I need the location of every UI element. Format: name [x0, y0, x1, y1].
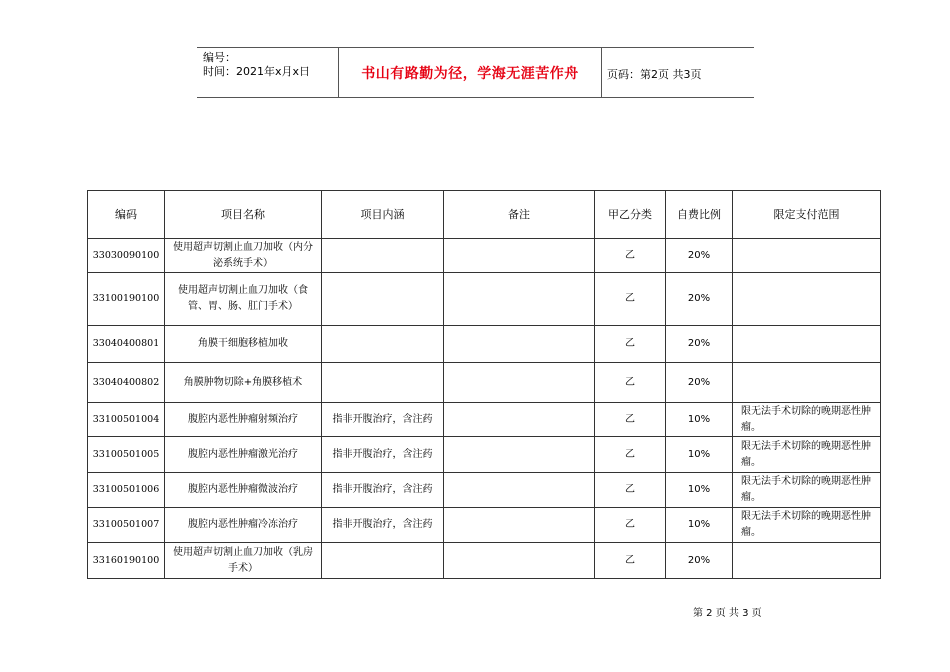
cell-scope	[733, 326, 881, 363]
cell-note	[444, 239, 595, 273]
cell-code: 33100501004	[88, 403, 165, 437]
cell-code: 33040400801	[88, 326, 165, 363]
cell-scope: 限无法手术切除的晚期恶性肿瘤。	[733, 437, 881, 473]
cell-code: 33040400802	[88, 363, 165, 403]
cell-scope: 限无法手术切除的晚期恶性肿瘤。	[733, 508, 881, 543]
cell-note	[444, 326, 595, 363]
slogan: 书山有路勤为径，学海无涯苦作舟	[338, 48, 602, 97]
cell-scope	[733, 273, 881, 326]
cell-content	[322, 239, 444, 273]
cell-content: 指非开腹治疗，含注药	[322, 437, 444, 473]
cell-ratio: 20%	[666, 543, 733, 579]
cell-ratio: 10%	[666, 508, 733, 543]
cell-category: 乙	[595, 363, 666, 403]
col-header-note: 备注	[444, 191, 595, 239]
header-meta	[197, 48, 338, 97]
table-row	[88, 363, 881, 403]
table-row	[88, 239, 881, 273]
cell-ratio: 10%	[666, 403, 733, 437]
cell-code: 33100501005	[88, 437, 165, 473]
col-header-code: 编码	[88, 191, 165, 239]
cell-name: 腹腔内恶性肿瘤射频治疗	[165, 403, 322, 437]
cell-code: 33100501007	[88, 508, 165, 543]
table-header-row	[88, 191, 881, 239]
cell-note	[444, 508, 595, 543]
col-header-name: 项目名称	[165, 191, 322, 239]
cell-ratio: 20%	[666, 326, 733, 363]
cell-scope: 限无法手术切除的晚期恶性肿瘤。	[733, 403, 881, 437]
cell-category: 乙	[595, 403, 666, 437]
cell-scope	[733, 543, 881, 579]
cell-name: 使用超声切割止血刀加收（食管、胃、肠、肛门手术）	[165, 273, 322, 326]
cell-content	[322, 363, 444, 403]
table-row	[88, 437, 881, 473]
cell-content: 指非开腹治疗，含注药	[322, 508, 444, 543]
col-header-scope: 限定支付范围	[733, 191, 881, 239]
cell-ratio: 20%	[666, 239, 733, 273]
cell-category: 乙	[595, 437, 666, 473]
page-footer: 第 2 页 共 3 页	[693, 608, 762, 619]
page-header	[197, 47, 754, 98]
cell-note	[444, 473, 595, 508]
table-row	[88, 543, 881, 579]
cell-note	[444, 273, 595, 326]
cell-scope: 限无法手术切除的晚期恶性肿瘤。	[733, 473, 881, 508]
cell-name: 角膜干细胞移植加收	[165, 326, 322, 363]
table-row	[88, 508, 881, 543]
cell-code: 33030090100	[88, 239, 165, 273]
table-row	[88, 326, 881, 363]
cell-category: 乙	[595, 239, 666, 273]
cell-name: 使用超声切割止血刀加收（乳房手术）	[165, 543, 322, 579]
cell-name: 腹腔内恶性肿瘤激光治疗	[165, 437, 322, 473]
cell-note	[444, 363, 595, 403]
cell-content	[322, 273, 444, 326]
col-header-ratio: 自费比例	[666, 191, 733, 239]
cell-name: 腹腔内恶性肿瘤微波治疗	[165, 473, 322, 508]
number-label: 编号：	[203, 51, 236, 64]
cell-code: 33160190100	[88, 543, 165, 579]
cell-category: 乙	[595, 508, 666, 543]
cell-name: 角膜肿物切除+角膜移植术	[165, 363, 322, 403]
cell-content	[322, 326, 444, 363]
cell-code: 33100501006	[88, 473, 165, 508]
table-row	[88, 273, 881, 326]
cell-note	[444, 437, 595, 473]
cell-note	[444, 543, 595, 579]
cell-content: 指非开腹治疗，含注药	[322, 473, 444, 508]
cell-category: 乙	[595, 273, 666, 326]
col-header-category: 甲乙分类	[595, 191, 666, 239]
time-text: 时间：2021年x月x日	[203, 65, 311, 78]
table-row	[88, 403, 881, 437]
cell-category: 乙	[595, 473, 666, 508]
cell-ratio: 20%	[666, 273, 733, 326]
table-row	[88, 473, 881, 508]
cell-scope	[733, 239, 881, 273]
col-header-content: 项目内涵	[322, 191, 444, 239]
page-info: 页码：第2页 共3页	[607, 68, 702, 81]
cell-ratio: 10%	[666, 473, 733, 508]
cell-scope	[733, 363, 881, 403]
cell-name: 腹腔内恶性肿瘤冷冻治疗	[165, 508, 322, 543]
cell-code: 33100190100	[88, 273, 165, 326]
cell-note	[444, 403, 595, 437]
cell-ratio: 20%	[666, 363, 733, 403]
fee-table	[87, 190, 881, 579]
cell-content: 指非开腹治疗，含注药	[322, 403, 444, 437]
cell-content	[322, 543, 444, 579]
cell-ratio: 10%	[666, 437, 733, 473]
cell-category: 乙	[595, 326, 666, 363]
cell-category: 乙	[595, 543, 666, 579]
cell-name: 使用超声切割止血刀加收（内分泌系统手术）	[165, 239, 322, 273]
